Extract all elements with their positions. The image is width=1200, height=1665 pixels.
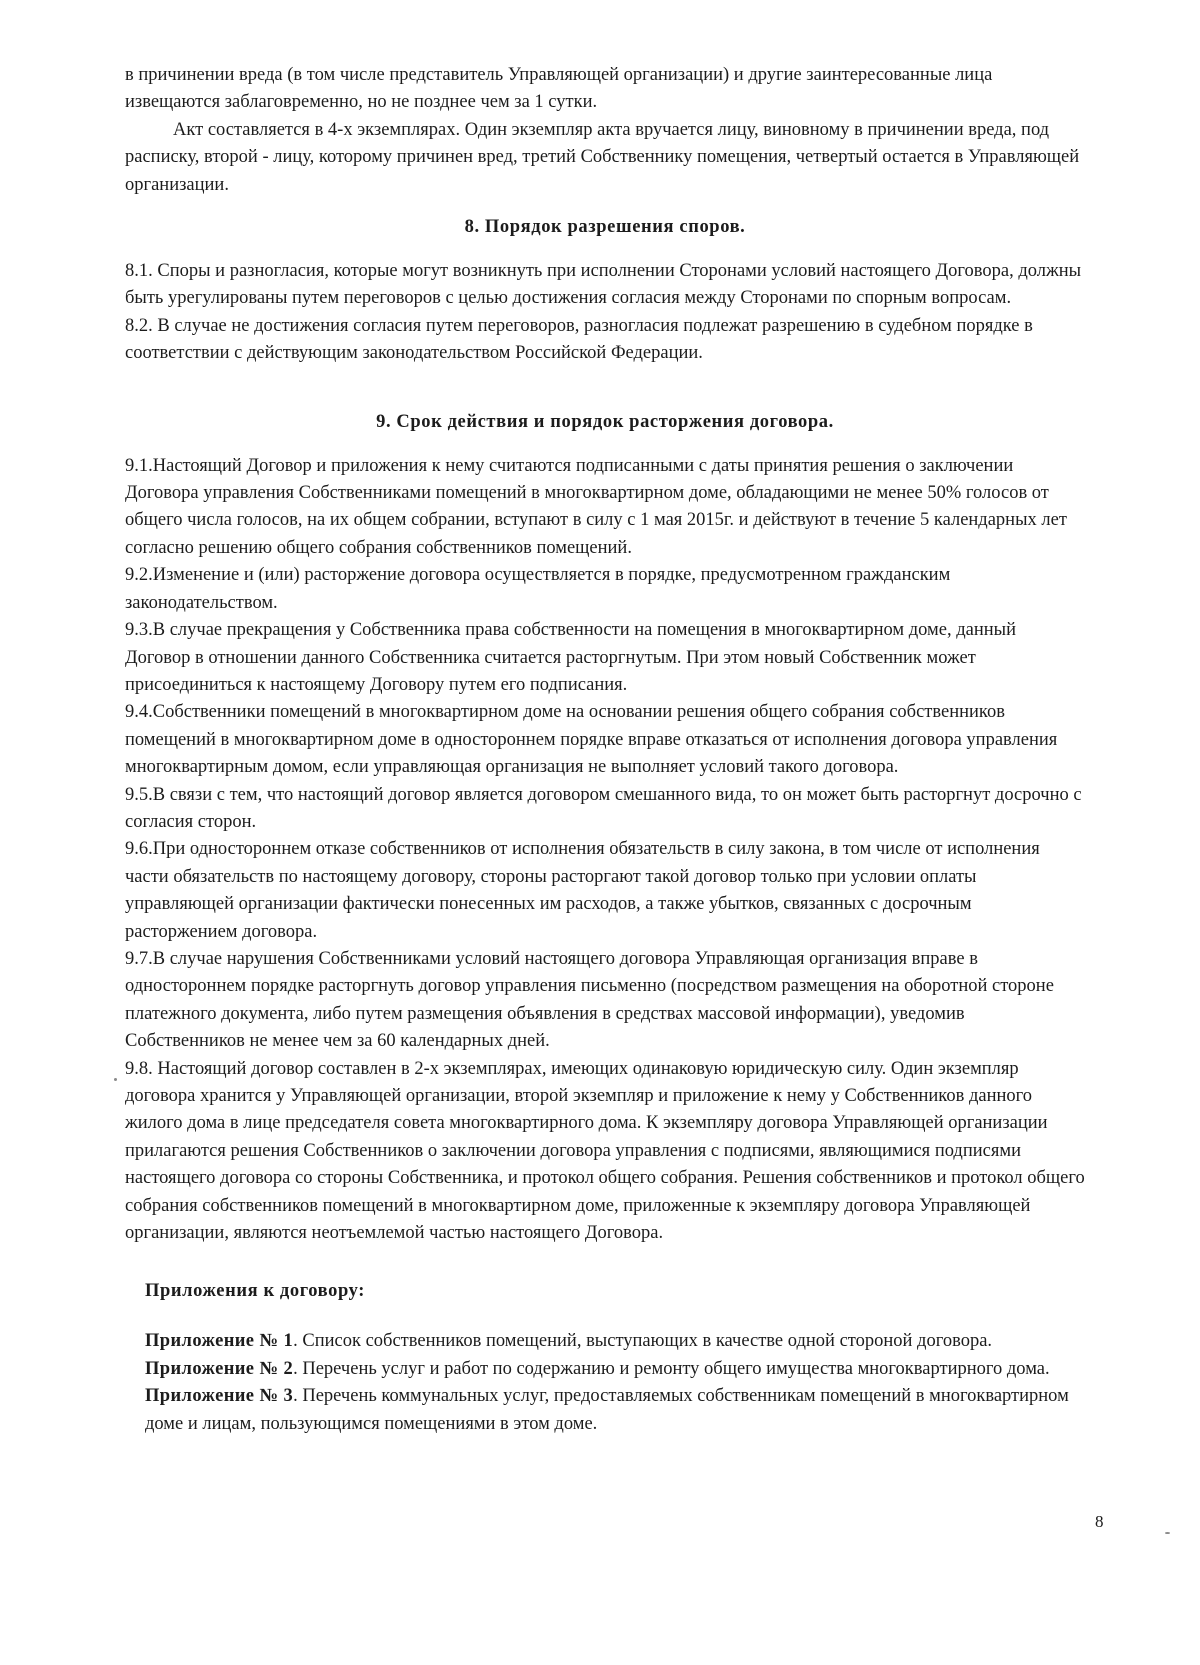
clause-9-7: 9.7.В случае нарушения Собственниками условий настоящего договора Управляющая организация вправе в одностороннем порядке расторгнуть договор управления письменно (посредством размещения на оборотной стороне платежного документа, либо путем размещения объявления в средствах массовой информации), уведомив Собственников не менее чем за 60 календарных дней. bbox=[125, 948, 1054, 1052]
appendix-text-2: . Перечень услуг и работ по содержанию и ремонту общего имущества многоквартирного дома. bbox=[293, 1358, 1050, 1379]
appendix-item-2 bbox=[145, 1356, 1085, 1383]
clause-9-4: 9.4.Собственники помещений в многоквартирном доме на основании решения общего собрания собственников помещений в многоквартирном доме в одностороннем порядке вправе отказаться от исполнения договора управления многоквартирным домом, если управляющая организация не выполняет условий такого договора. bbox=[125, 702, 1058, 778]
section-8-title: 8. Порядок разрешения споров. bbox=[464, 217, 746, 238]
clause-9-6: 9.6.При одностороннем отказе собственников от исполнения обязательств в силу закона, в том числе от исполнения части обязательств по настоящему договору, стороны расторгают такой договор только при условии оплаты управляющей организации фактически понесенных им расходов, а также убытков, связанных с досрочным расторжением договора. bbox=[125, 839, 1040, 942]
clause-9-3: 9.3.В случае прекращения у Собственника права собственности на помещения в многоквартирном доме, данный Договор в отношении данного Собственника считается расторгнутым. При этом новый Собственник может присоединиться к настоящему Договору путем его подписания. bbox=[125, 620, 1016, 695]
appendices-list bbox=[145, 1328, 1085, 1438]
clause-9-2: 9.2.Изменение и (или) расторжение договора осуществляется в порядке, предусмотренном гражданским законодательством. bbox=[125, 565, 951, 613]
clause-8-2: 8.2. В случае не достижения согласия путем переговоров, разногласия подлежат разрешению в судебном порядке в соответствии с действующим законодательством Российской Федерации. bbox=[125, 315, 1033, 364]
clause-8-1: 8.1. Споры и разногласия, которые могут возникнуть при исполнении Сторонами условий настоящего Договора, должны быть урегулированы путем переговоров с целью достижения согласия между Сторонами по спорным вопросам. bbox=[125, 261, 1082, 309]
appendix-item-1 bbox=[145, 1328, 1085, 1355]
page-number: 8 bbox=[1095, 1512, 1104, 1531]
appendix-item-3 bbox=[145, 1383, 1085, 1438]
clause-9-8: 9.8. Настоящий договор составлен в 2-х экземплярах, имеющих одинаковую юридическую силу. Один экземпляр договора хранится у Управляющей организации, второй экземпляр и приложение к нему у Собственников данного жилого дома в лице председателя совета многоквартирного дома. К экземпляру договора Управляющей организации прилагаются решения Собственников о заключении договора управления с подписями, являющимися подписями настоящего договора со стороны Собственника, и протокол общего собрания. Решения собственников и протокол общего собрания собственников помещений в многоквартирном доме, приложенные к экземпляру договора Управляющей организации, являются неотъемлемой частью настоящего Договора. bbox=[125, 1058, 1085, 1244]
appendix-label-3: Приложение № 3 bbox=[145, 1386, 294, 1407]
intro-paragraph-1: в причинении вреда (в том числе представитель Управляющей организации) и другие заинтересованные лица извещаются заблаговременно, но не позднее чем за 1 сутки. bbox=[125, 65, 993, 113]
appendices-title: Приложения к договору: bbox=[145, 1281, 365, 1302]
scan-speck bbox=[114, 1078, 117, 1081]
appendix-text-3: . Перечень коммунальных услуг, предоставляемых собственникам помещений в многоквартирном доме и лицам, пользующимся помещениями в этом доме. bbox=[145, 1386, 1069, 1434]
intro-paragraph-2: Акт составляется в 4-х экземплярах. Один экземпляр акта вручается лицу, виновному в причинении вреда, под расписку, второй - лицу, которому причинен вред, третий Собственнику помещения, четвертый остается в Управляющей организации. bbox=[125, 119, 1080, 195]
scan-speck bbox=[1165, 1532, 1170, 1534]
section-9-title: 9. Срок действия и порядок расторжения договора. bbox=[376, 411, 834, 432]
document-page bbox=[125, 62, 1085, 1438]
appendix-text-1: . Список собственников помещений, выступающих в качестве одной стороной договора. bbox=[293, 1331, 993, 1352]
appendix-label-1: Приложение № 1 bbox=[145, 1331, 294, 1352]
clause-9-1: 9.1.Настоящий Договор и приложения к нему считаются подписанными с даты принятия решения о заключении Договора управления Собственниками помещений в многоквартирном доме, обладающими не менее 50% голосов от общего числа голосов, на их общем собрании, вступают в силу с 1 мая 2015г. и действуют в течение 5 календарных лет согласно решению общего собрания собственников помещений. bbox=[125, 455, 1067, 558]
clause-9-5: 9.5.В связи с тем, что настоящий договор является договором смешанного вида, то он может быть расторгнут досрочно с согласия сторон. bbox=[125, 784, 1082, 832]
appendix-label-2: Приложение № 2 bbox=[145, 1358, 294, 1379]
